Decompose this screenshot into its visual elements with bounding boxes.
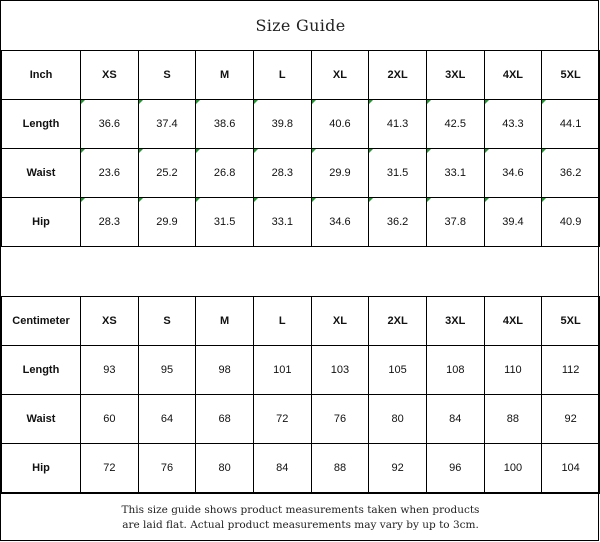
- size-header: 4XL: [484, 297, 542, 346]
- measurement-cell: 31.5: [369, 149, 427, 198]
- measurement-label: Hip: [2, 444, 81, 493]
- measurement-cell: 101: [253, 346, 311, 395]
- header-row: [2, 297, 600, 346]
- measurement-cell: 95: [138, 346, 196, 395]
- measurement-cell: 33.1: [426, 149, 484, 198]
- measurement-label: Length: [2, 100, 81, 149]
- unit-label: Centimeter: [2, 297, 81, 346]
- measurement-cell: 98: [196, 346, 254, 395]
- size-header: XL: [311, 51, 369, 100]
- measurement-cell: 80: [196, 444, 254, 493]
- measurement-cell: 36.2: [542, 149, 600, 198]
- measurement-cell: 84: [253, 444, 311, 493]
- size-header: XL: [311, 297, 369, 346]
- measurement-cell: 44.1: [542, 100, 600, 149]
- measurement-cell: 76: [311, 395, 369, 444]
- measurement-cell: 110: [484, 346, 542, 395]
- size-header: XS: [81, 51, 139, 100]
- measurement-cell: 103: [311, 346, 369, 395]
- measurement-cell: 64: [138, 395, 196, 444]
- measurement-label: Waist: [2, 395, 81, 444]
- measurement-cell: 92: [369, 444, 427, 493]
- measurement-cell: 34.6: [311, 198, 369, 247]
- measurement-cell: 96: [426, 444, 484, 493]
- measurement-cell: 28.3: [81, 198, 139, 247]
- page-title: Size Guide: [255, 16, 346, 35]
- measurement-cell: 93: [81, 346, 139, 395]
- measurement-cell: 88: [484, 395, 542, 444]
- measurement-cell: 25.2: [138, 149, 196, 198]
- size-header: 3XL: [426, 297, 484, 346]
- measurement-cell: 38.6: [196, 100, 254, 149]
- table-row: [2, 149, 600, 198]
- measurement-cell: 92: [542, 395, 600, 444]
- measurement-cell: 29.9: [138, 198, 196, 247]
- measurement-cell: 112: [542, 346, 600, 395]
- measurement-cell: 23.6: [81, 149, 139, 198]
- measurement-cell: 29.9: [311, 149, 369, 198]
- size-header: 3XL: [426, 51, 484, 100]
- measurement-cell: 26.8: [196, 149, 254, 198]
- measurement-cell: 37.4: [138, 100, 196, 149]
- measurement-cell: 36.6: [81, 100, 139, 149]
- measurement-cell: 33.1: [253, 198, 311, 247]
- measurement-cell: 36.2: [369, 198, 427, 247]
- measurement-cell: 40.9: [542, 198, 600, 247]
- measurement-cell: 37.8: [426, 198, 484, 247]
- measurement-cell: 88: [311, 444, 369, 493]
- measurement-cell: 42.5: [426, 100, 484, 149]
- measurement-label: Waist: [2, 149, 81, 198]
- size-header: XS: [81, 297, 139, 346]
- size-header: L: [253, 51, 311, 100]
- measurement-cell: 105: [369, 346, 427, 395]
- measurement-cell: 39.4: [484, 198, 542, 247]
- size-header: L: [253, 297, 311, 346]
- size-header: 2XL: [369, 297, 427, 346]
- size-header: M: [196, 51, 254, 100]
- centimeter-size-table: [1, 296, 600, 493]
- measurement-cell: 104: [542, 444, 600, 493]
- measurement-cell: 31.5: [196, 198, 254, 247]
- table-row: [2, 100, 600, 149]
- size-header: M: [196, 297, 254, 346]
- measurement-cell: 41.3: [369, 100, 427, 149]
- size-header: S: [138, 51, 196, 100]
- table-spacer: [1, 247, 600, 296]
- measurement-label: Hip: [2, 198, 81, 247]
- table-row: [2, 198, 600, 247]
- size-header: 2XL: [369, 51, 427, 100]
- measurement-cell: 100: [484, 444, 542, 493]
- measurement-cell: 43.3: [484, 100, 542, 149]
- measurement-cell: 40.6: [311, 100, 369, 149]
- measurement-cell: 34.6: [484, 149, 542, 198]
- measurement-cell: 72: [81, 444, 139, 493]
- table-row: [2, 346, 600, 395]
- measurement-cell: 80: [369, 395, 427, 444]
- measurement-note: [1, 493, 600, 542]
- size-header: 5XL: [542, 297, 600, 346]
- measurement-cell: 108: [426, 346, 484, 395]
- measurement-cell: 68: [196, 395, 254, 444]
- size-header: S: [138, 297, 196, 346]
- measurement-cell: 76: [138, 444, 196, 493]
- measurement-cell: 28.3: [253, 149, 311, 198]
- header-row: [2, 51, 600, 100]
- size-header: 5XL: [542, 51, 600, 100]
- measurement-label: Length: [2, 346, 81, 395]
- unit-label: Inch: [2, 51, 81, 100]
- table-row: [2, 395, 600, 444]
- measurement-cell: 84: [426, 395, 484, 444]
- measurement-cell: 60: [81, 395, 139, 444]
- table-row: [2, 444, 600, 493]
- note-line-1: This size guide shows product measurements taken when products: [121, 504, 480, 516]
- measurement-cell: 39.8: [253, 100, 311, 149]
- measurement-cell: 72: [253, 395, 311, 444]
- inch-size-table: [1, 50, 600, 247]
- note-line-2: are laid flat. Actual product measurements may vary by up to 3cm.: [122, 519, 479, 531]
- size-header: 4XL: [484, 51, 542, 100]
